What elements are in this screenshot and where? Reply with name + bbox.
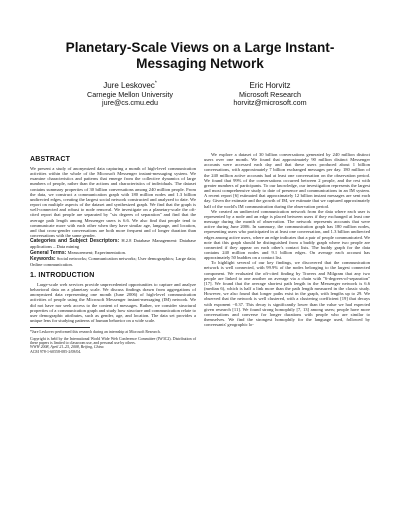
body-paragraph-1: We explore a dataset of 30 billion conversations generated by 240 million distinct users over one month. We found that approximately 90 million distinct Messenger accounts were accessed each day and that these users produced about 1 billion conversations, with approximately 7 billion exchanged messages per day. 180 million of the 240 million active accounts had at least one conversation on the observation period. We found that 99% of the conversations occurred between 2 people, and the rest with greater numbers of participants. To our knowledge, our investigation represents the largest and most comprehensive study to date of presence and communications in an IM system. A recent report [6] estimated that approximately 12 billion instant messages are sent each day. Given the estimate and the growth of IM, we estimate that we captured approximately half of the world's IM communication during the observation period. [204,152,370,209]
abstract-text: We present a study of anonymized data capturing a month of high-level communication activities within the whole of the Microsoft Messenger instant-messaging system. We examine characteristics and patterns that emerge from the collective dynamics of large numbers of people, rather than the actions and characteristics of individuals. The dataset contains summary properties of 30 billion conversations among 240 million people. From the data, we construct a communication graph with 180 million nodes and 1.3 billion undirected edges, creating the largest social network constructed and analyzed to date. We report on multiple aspects of the dataset and synthesized graph. We find that the graph is well-connected and robust to node removal. We investigate on a planetary-scale the oft-cited report that people are separated by "six degrees of separation" and find that the average path length among Messenger users is 6.6. We also find that people tend to communicate more with each other when they have similar age, language, and location, and that cross-gender conversations are both more frequent and of longer duration than conversations with the same gender. [30,166,196,239]
author-1 [60,82,200,108]
introduction-heading: 1. INTRODUCTION [30,271,95,279]
footnotes [30,330,196,354]
author-2-email: horvitz@microsoft.com [233,98,307,108]
body-paragraph-2: We created an undirected communication network from the data where each user is represented by a node and an edge is placed between users if they exchanged at least one message during the month of observation. The network represents accounts that were active during June 2006. In summary, the communication graph has 180 million nodes, representing users who participated in at least one conversation, and 1.3 billion undirected edges among active users, where an edge indicates that a pair of people communicated. We note that this graph should be distinguished from a buddy graph where two people are connected if they appear on each other's contact lists. The buddy graph for the data contains 240 million nodes and 9.1 billion edges. On average each account has approximately 50 buddies on a contact list. [204,208,370,261]
author-2-name: Eric Horvitz [249,81,291,90]
general-terms-text: Measurement; Experimentation. [67,249,127,255]
keywords-text: Social networks; Communication networks; User demographics; Large data; Online communication. [30,255,196,267]
categories-line [30,238,196,249]
paper-title: Planetary-Scale Views on a Large Instant-Messaging Network [65,40,335,71]
conference-line: WWW 2008, April 21–25, 2008, Beijing, China. [30,345,105,350]
author-block [0,82,400,122]
general-terms-label: General Terms: [30,249,67,256]
categories-label: Categories and Subject Descriptors: [30,238,120,245]
left-column [30,155,196,354]
author-1-name: Jure Leskovec [103,81,155,90]
author-1-footnote-mark: * [154,80,157,87]
author-footnote: *Jure Leskovec performed this research during an internship at Microsoft Research. [30,330,161,335]
acm-line: ACM 978-1-60558-085-2/08/04. [30,349,82,354]
copyright-notice: Copyright is held by the International World Wide Web Conference Committee (IW3C2). Distribution of these papers is limited to classroom use, and personal use by others. [30,336,196,346]
categories-text: H.2.8 Database Management: Database applications – Data mining [30,238,197,250]
right-column [204,152,370,327]
abstract-heading: ABSTRACT [30,156,71,163]
keywords-label: Keywords: [30,255,56,262]
author-1-email: jure@cs.cmu.edu [101,98,159,108]
footnote-divider [30,327,90,328]
introduction-text: Large-scale web services provide unprecedented opportunities to capture and analyze behavioral data on a planetary scale. We discuss findings drawn from aggregations of anonymized data representing one month (June 2006) of high-level communication activities of people using the Microsoft Messenger instant-messaging (IM) network. We did not have nor seek access to the content of messages. Rather, we consider structural properties of a communication graph and study how structure and communication relate to user demographic attributes, such as gender, age, and location. The data set provides a unique lens for studying patterns of human behavior on a wide scale. [30,281,196,324]
body-paragraph-3: To highlight several of our key findings, we discovered that the communication network is well connected, with 99.9% of the nodes belonging to the largest connected component. We evaluated the oft-cited finding by Travers and Milgram that any two people are linked to one another on average via a chain with "6-degrees-of-separation" [17]. We found that the average shortest path length in the Messenger network is 6.6 (median 6), which is half a link more than the path length measured in the classic study. However, we also found that longer paths exist in the graph, with lengths up to 29. We observed that the network is well clustered, with a clustering coefficient [19] that decays with exponent −0.37. This decay is significantly lower than the value we had expected given research [11]. We found strong homophily [7, 13] among users; people have more conversations and converse for longer durations with people who are similar to themselves. We find the strongest homophily for the language used, followed by conversants' geographic lo- [204,260,370,328]
author-2-affiliation: Microsoft Research [239,89,301,99]
author-2 [200,82,340,108]
keywords-line [30,256,196,267]
author-1-affiliation: Carnegie Mellon University [87,89,173,99]
